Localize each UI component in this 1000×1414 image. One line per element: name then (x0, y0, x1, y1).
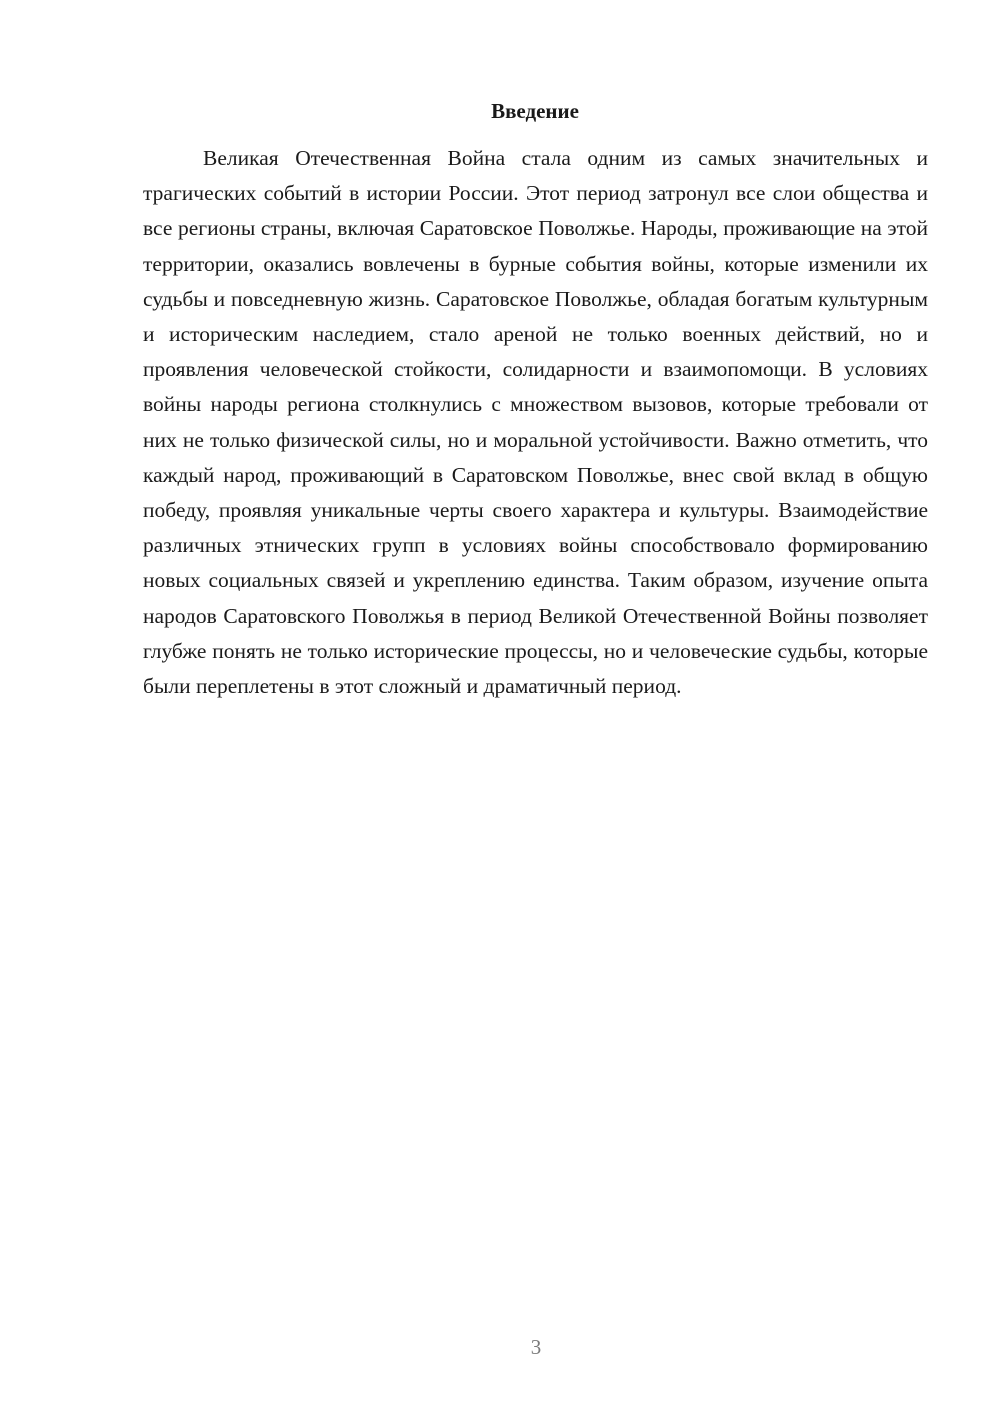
section-title: Введение (491, 99, 579, 123)
page-number: 3 (530, 1335, 542, 1359)
intro-paragraph: Великая Отечественная Война стала одним из самых значительных и трагических событий в истории России. Этот период затронул все слои общества и все регионы страны, включая Саратовское Поволжье. Народы, проживающие на этой территории, оказались вовлечены в бурные события войны, которые изменили их судьбы и повседневную жизнь. Саратовское Поволжье, обладая богатым культурным и историческим наследием, стало ареной не только военных действий, но и проявления человеческой стойкости, солидарности и взаимопомощи. В условиях войны народы региона столкнулись с множеством вызовов, которые требовали от них не только физической силы, но и моральной устойчивости. Важно отметить, что каждый народ, проживающий в Саратовском Поволжье, внес свой вклад в общую победу, проявляя уникальные черты своего характера и культуры. Взаимодействие различных этнических групп в условиях войны способствовало формированию новых социальных связей и укреплению единства. Таким образом, изучение опыта народов Саратовского Поволжья в период Великой Отечественной Войны позволяет глубже понять не только исторические процессы, но и человеческие судьбы, которые были переплетены в этот сложный и драматичный период. (143, 146, 928, 699)
